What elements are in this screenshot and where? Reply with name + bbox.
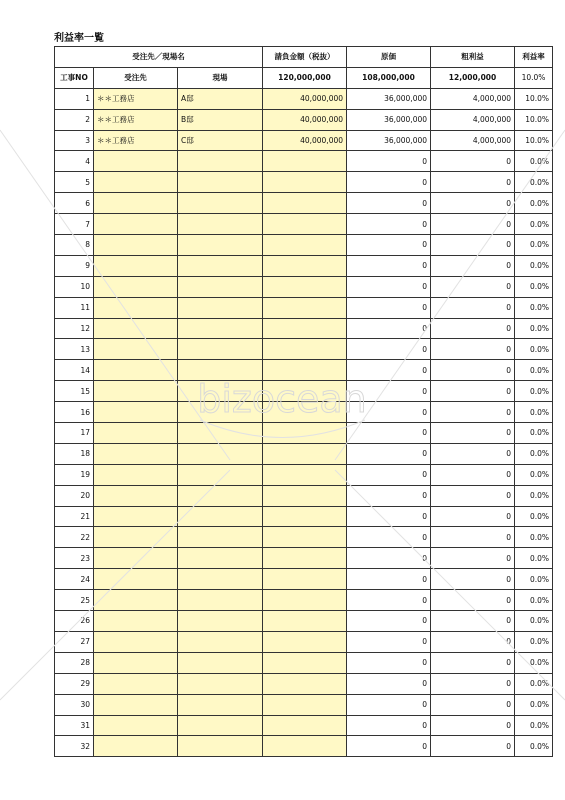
cost-cell: 36,000,000 [347,109,431,130]
table-row [55,109,553,130]
table-row [55,611,553,632]
client-cell[interactable] [94,673,178,694]
site-cell[interactable] [178,423,263,444]
cost-cell: 0 [347,569,431,590]
profit-rate-cell: 0.0% [515,402,553,423]
profit-rate-cell: 0.0% [515,360,553,381]
cost-cell: 0 [347,548,431,569]
client-cell[interactable] [94,548,178,569]
gross-profit-cell: 4,000,000 [431,88,515,109]
profit-rate-cell: 0.0% [515,276,553,297]
client-cell[interactable] [94,360,178,381]
contract-amount-cell[interactable] [263,214,347,235]
site-cell[interactable] [178,193,263,214]
project-no-cell: 23 [55,548,94,569]
site-cell[interactable] [178,360,263,381]
project-no-cell: 25 [55,590,94,611]
table-row [55,402,553,423]
gross-profit-cell: 0 [431,485,515,506]
cost-cell: 36,000,000 [347,88,431,109]
project-no-cell: 1 [55,88,94,109]
table-row [55,88,553,109]
table-row [55,130,553,151]
cost-cell: 0 [347,631,431,652]
site-cell[interactable] [178,506,263,527]
cost-cell: 0 [347,297,431,318]
table-row [55,318,553,339]
gross-profit-cell: 0 [431,172,515,193]
header-client-site: 受注先／現場名 [55,47,263,68]
project-no-cell: 14 [55,360,94,381]
gross-profit-cell: 0 [431,590,515,611]
site-cell[interactable]: B邸 [178,109,263,130]
profit-rate-cell: 0.0% [515,318,553,339]
cost-cell: 0 [347,360,431,381]
header-project-no: 工事NO [55,67,94,88]
profit-rate-cell: 0.0% [515,715,553,736]
project-no-cell: 9 [55,255,94,276]
project-no-cell: 10 [55,276,94,297]
profit-rate-cell: 0.0% [515,255,553,276]
gross-profit-cell: 0 [431,193,515,214]
table-row [55,443,553,464]
contract-amount-cell[interactable] [263,611,347,632]
cost-cell: 0 [347,694,431,715]
site-cell[interactable] [178,339,263,360]
client-cell[interactable] [94,611,178,632]
gross-profit-cell: 0 [431,715,515,736]
contract-amount-cell[interactable] [263,715,347,736]
site-cell[interactable] [178,318,263,339]
table-row [55,736,553,757]
project-no-cell: 6 [55,193,94,214]
project-no-cell: 19 [55,464,94,485]
contract-amount-cell[interactable] [263,151,347,172]
contract-amount-cell[interactable] [263,255,347,276]
client-cell[interactable]: ＊＊工務店 [94,130,178,151]
profit-rate-cell: 0.0% [515,443,553,464]
profit-rate-cell: 0.0% [515,172,553,193]
table-row [55,569,553,590]
site-cell[interactable] [178,673,263,694]
header-row-1 [55,47,553,68]
table-row [55,214,553,235]
client-cell[interactable]: ＊＊工務店 [94,88,178,109]
cost-cell: 0 [347,715,431,736]
project-no-cell: 31 [55,715,94,736]
header-row-2 [55,67,553,88]
profit-rate-cell: 0.0% [515,297,553,318]
client-cell[interactable] [94,736,178,757]
profit-rate-cell: 0.0% [515,151,553,172]
profit-rate-cell: 0.0% [515,527,553,548]
table-row [55,527,553,548]
client-cell[interactable] [94,255,178,276]
table-row [55,276,553,297]
site-cell[interactable] [178,590,263,611]
client-cell[interactable] [94,590,178,611]
table-row [55,464,553,485]
client-cell[interactable] [94,527,178,548]
gross-profit-cell: 0 [431,673,515,694]
site-cell[interactable] [178,652,263,673]
gross-profit-cell: 0 [431,339,515,360]
contract-amount-cell[interactable]: 40,000,000 [263,109,347,130]
client-cell[interactable] [94,193,178,214]
site-cell[interactable] [178,402,263,423]
contract-amount-cell[interactable] [263,193,347,214]
client-cell[interactable] [94,506,178,527]
profit-rate-cell: 0.0% [515,339,553,360]
cost-cell: 0 [347,527,431,548]
profit-rate-cell: 0.0% [515,235,553,256]
contract-amount-cell[interactable] [263,360,347,381]
contract-amount-cell[interactable] [263,673,347,694]
site-cell[interactable] [178,611,263,632]
cost-cell: 0 [347,611,431,632]
cost-cell: 0 [347,485,431,506]
table-row [55,255,553,276]
table-row [55,673,553,694]
gross-profit-cell: 0 [431,360,515,381]
profit-rate-cell: 0.0% [515,631,553,652]
cost-cell: 0 [347,402,431,423]
gross-profit-cell: 0 [431,214,515,235]
cost-cell: 0 [347,464,431,485]
table-row [55,172,553,193]
contract-amount-cell[interactable] [263,402,347,423]
site-cell[interactable]: C邸 [178,130,263,151]
site-cell[interactable]: A邸 [178,88,263,109]
client-cell[interactable] [94,235,178,256]
project-no-cell: 12 [55,318,94,339]
client-cell[interactable] [94,214,178,235]
gross-profit-cell: 0 [431,423,515,444]
project-no-cell: 26 [55,611,94,632]
project-no-cell: 15 [55,381,94,402]
gross-profit-cell: 0 [431,631,515,652]
page-title: 利益率一覧 [54,33,104,44]
profit-rate-cell: 0.0% [515,569,553,590]
table-row [55,631,553,652]
header-site: 現場 [178,67,263,88]
client-cell[interactable] [94,443,178,464]
profit-rate-cell: 10.0% [515,130,553,151]
gross-profit-cell: 0 [431,527,515,548]
client-cell[interactable]: ＊＊工務店 [94,109,178,130]
contract-amount-cell[interactable] [263,590,347,611]
contract-amount-cell[interactable] [263,506,347,527]
site-cell[interactable] [178,255,263,276]
cost-cell: 0 [347,235,431,256]
total-gross: 12,000,000 [431,67,515,88]
total-cost: 108,000,000 [347,67,431,88]
profit-rate-cell: 0.0% [515,548,553,569]
cost-cell: 0 [347,736,431,757]
client-cell[interactable] [94,381,178,402]
cost-cell: 0 [347,151,431,172]
profit-rate-cell: 0.0% [515,381,553,402]
cost-cell: 0 [347,673,431,694]
gross-profit-cell: 0 [431,548,515,569]
cost-cell: 0 [347,193,431,214]
gross-profit-cell: 0 [431,736,515,757]
client-cell[interactable] [94,694,178,715]
contract-amount-cell[interactable] [263,694,347,715]
site-cell[interactable] [178,548,263,569]
contract-amount-cell[interactable] [263,548,347,569]
table-row [55,590,553,611]
project-no-cell: 8 [55,235,94,256]
cost-cell: 0 [347,214,431,235]
profit-rate-cell: 0.0% [515,214,553,235]
project-no-cell: 13 [55,339,94,360]
gross-profit-cell: 0 [431,381,515,402]
table-row [55,360,553,381]
contract-amount-cell[interactable]: 40,000,000 [263,130,347,151]
contract-amount-cell[interactable] [263,569,347,590]
project-no-cell: 27 [55,631,94,652]
total-contract: 120,000,000 [263,67,347,88]
contract-amount-cell[interactable] [263,235,347,256]
project-no-cell: 18 [55,443,94,464]
profit-rate-cell: 0.0% [515,485,553,506]
gross-profit-cell: 0 [431,506,515,527]
project-no-cell: 16 [55,402,94,423]
site-cell[interactable] [178,715,263,736]
project-no-cell: 30 [55,694,94,715]
site-cell[interactable] [178,214,263,235]
cost-cell: 0 [347,172,431,193]
table-row [55,652,553,673]
contract-amount-cell[interactable] [263,339,347,360]
client-cell[interactable] [94,631,178,652]
client-cell[interactable] [94,485,178,506]
header-contract-amount: 請負金額（税抜） [263,47,347,68]
gross-profit-cell: 0 [431,255,515,276]
client-cell[interactable] [94,464,178,485]
contract-amount-cell[interactable] [263,381,347,402]
cost-cell: 0 [347,590,431,611]
site-cell[interactable] [178,235,263,256]
contract-amount-cell[interactable] [263,443,347,464]
project-no-cell: 21 [55,506,94,527]
table-row [55,297,553,318]
profit-rate-cell: 0.0% [515,652,553,673]
profit-rate-cell: 0.0% [515,736,553,757]
project-no-cell: 7 [55,214,94,235]
project-no-cell: 4 [55,151,94,172]
client-cell[interactable] [94,652,178,673]
project-no-cell: 24 [55,569,94,590]
table-row [55,151,553,172]
header-cost: 原価 [347,47,431,68]
profit-rate-cell: 0.0% [515,673,553,694]
site-cell[interactable] [178,569,263,590]
contract-amount-cell[interactable] [263,276,347,297]
project-no-cell: 28 [55,652,94,673]
client-cell[interactable] [94,423,178,444]
gross-profit-cell: 0 [431,297,515,318]
client-cell[interactable] [94,402,178,423]
client-cell[interactable] [94,318,178,339]
gross-profit-cell: 0 [431,318,515,339]
cost-cell: 0 [347,318,431,339]
project-no-cell: 2 [55,109,94,130]
profit-rate-cell: 10.0% [515,109,553,130]
cost-cell: 36,000,000 [347,130,431,151]
header-client: 受注先 [94,67,178,88]
profit-rate-cell: 0.0% [515,193,553,214]
profit-rate-cell: 0.0% [515,694,553,715]
client-cell[interactable] [94,151,178,172]
table-row [55,423,553,444]
cost-cell: 0 [347,255,431,276]
project-no-cell: 3 [55,130,94,151]
site-cell[interactable] [178,631,263,652]
profit-rate-cell: 0.0% [515,590,553,611]
cost-cell: 0 [347,652,431,673]
project-no-cell: 11 [55,297,94,318]
contract-amount-cell[interactable] [263,652,347,673]
cost-cell: 0 [347,506,431,527]
project-no-cell: 17 [55,423,94,444]
contract-amount-cell[interactable] [263,423,347,444]
contract-amount-cell[interactable] [263,464,347,485]
gross-profit-cell: 0 [431,464,515,485]
cost-cell: 0 [347,339,431,360]
cost-cell: 0 [347,423,431,444]
table-row [55,235,553,256]
contract-amount-cell[interactable] [263,318,347,339]
contract-amount-cell[interactable] [263,527,347,548]
project-no-cell: 20 [55,485,94,506]
table-row [55,381,553,402]
contract-amount-cell[interactable] [263,736,347,757]
site-cell[interactable] [178,276,263,297]
site-cell[interactable] [178,443,263,464]
profit-rate-cell: 0.0% [515,611,553,632]
gross-profit-cell: 4,000,000 [431,130,515,151]
site-cell[interactable] [178,297,263,318]
profit-rate-cell: 0.0% [515,506,553,527]
site-cell[interactable] [178,172,263,193]
table-row [55,506,553,527]
table-row [55,339,553,360]
gross-profit-cell: 0 [431,652,515,673]
client-cell[interactable] [94,715,178,736]
cost-cell: 0 [347,276,431,297]
total-rate: 10.0% [515,67,553,88]
project-no-cell: 29 [55,673,94,694]
site-cell[interactable] [178,464,263,485]
client-cell[interactable] [94,172,178,193]
site-cell[interactable] [178,527,263,548]
client-cell[interactable] [94,569,178,590]
contract-amount-cell[interactable] [263,297,347,318]
gross-profit-cell: 0 [431,611,515,632]
profit-rate-cell: 0.0% [515,464,553,485]
site-cell[interactable] [178,151,263,172]
gross-profit-cell: 0 [431,569,515,590]
header-gross-profit: 粗利益 [431,47,515,68]
project-no-cell: 5 [55,172,94,193]
header-profit-rate: 利益率 [515,47,553,68]
gross-profit-cell: 0 [431,151,515,172]
contract-amount-cell[interactable] [263,172,347,193]
cost-cell: 0 [347,443,431,464]
table-row [55,548,553,569]
table-row [55,715,553,736]
contract-amount-cell[interactable] [263,631,347,652]
site-cell[interactable] [178,485,263,506]
client-cell[interactable] [94,339,178,360]
profit-rate-cell: 0.0% [515,423,553,444]
client-cell[interactable] [94,297,178,318]
table-row [55,193,553,214]
table-row [55,485,553,506]
site-cell[interactable] [178,736,263,757]
client-cell[interactable] [94,276,178,297]
site-cell[interactable] [178,694,263,715]
gross-profit-cell: 0 [431,443,515,464]
gross-profit-cell: 0 [431,694,515,715]
project-no-cell: 32 [55,736,94,757]
watermark-text: bizocean [197,377,367,421]
table-row [55,694,553,715]
project-no-cell: 22 [55,527,94,548]
cost-cell: 0 [347,381,431,402]
profit-rate-cell: 10.0% [515,88,553,109]
gross-profit-cell: 0 [431,235,515,256]
contract-amount-cell[interactable]: 40,000,000 [263,88,347,109]
contract-amount-cell[interactable] [263,485,347,506]
gross-profit-cell: 0 [431,402,515,423]
gross-profit-cell: 0 [431,276,515,297]
site-cell[interactable] [178,381,263,402]
gross-profit-cell: 4,000,000 [431,109,515,130]
profit-rate-table [54,46,553,757]
